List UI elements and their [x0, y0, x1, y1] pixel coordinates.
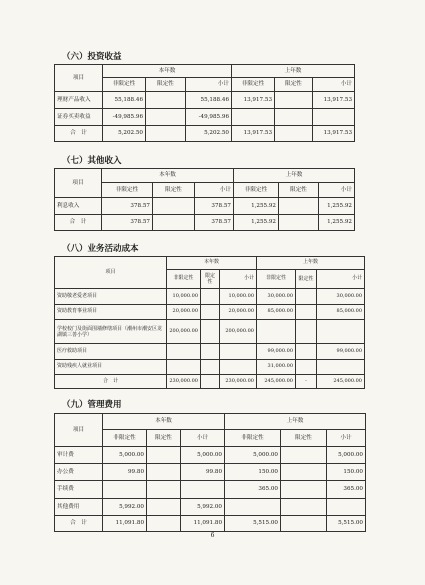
- cell: [327, 499, 366, 516]
- cell: [281, 499, 327, 516]
- table-row: [55, 92, 355, 109]
- page-number: 6: [210, 532, 215, 539]
- subheader: 小计: [186, 78, 232, 92]
- cell: 200,000.00: [220, 320, 257, 344]
- cell: 378.57: [102, 215, 153, 231]
- cell: [296, 360, 317, 375]
- cell: 11,091.80: [103, 516, 147, 532]
- cell: [147, 516, 181, 532]
- cell: [147, 447, 181, 464]
- cell: [296, 289, 317, 305]
- table-row-total: [55, 126, 355, 142]
- cell: [317, 320, 365, 344]
- table-row: [55, 481, 366, 499]
- subheader: 非限定性: [103, 78, 146, 92]
- section-title-business-cost: （八）业务活动成本: [62, 244, 139, 254]
- cell: 5,515.00: [327, 516, 366, 532]
- cell: [167, 344, 201, 360]
- row-label: 合 计: [55, 516, 103, 532]
- cell: 200,000.00: [167, 320, 201, 344]
- cell: [201, 344, 220, 360]
- cell: [103, 481, 147, 499]
- cell: -: [296, 375, 317, 389]
- cell: 365.00: [327, 481, 366, 499]
- cell: [220, 344, 257, 360]
- cell: [317, 360, 365, 375]
- table-row: [55, 109, 355, 126]
- header-prior-year: 上年数: [225, 414, 366, 430]
- subheader: 小计: [220, 270, 257, 289]
- cell: 55,188.46: [103, 92, 146, 109]
- row-label: 手续费: [55, 481, 103, 499]
- cell: 10,000.00: [167, 289, 201, 305]
- cell: [147, 499, 181, 516]
- cell: [147, 481, 181, 499]
- cell: 85,000.00: [257, 305, 296, 320]
- row-label: 资助残疾人就业项目: [55, 360, 167, 375]
- table-row: [55, 198, 355, 215]
- table-row: [55, 464, 366, 481]
- table-row-total: [55, 215, 355, 231]
- business-cost-table: [54, 256, 365, 389]
- subheader: 非限定性: [167, 270, 201, 289]
- cell: -49,985.96: [186, 109, 232, 126]
- cell: 150.00: [327, 464, 366, 481]
- cell: [201, 305, 220, 320]
- table-row: [55, 360, 365, 375]
- cell: 13,917.53: [232, 92, 275, 109]
- table-row: [55, 289, 365, 305]
- header-prior-year: 上年数: [257, 257, 365, 270]
- section-title-admin-expense: （九）管理费用: [62, 400, 122, 410]
- row-label: 医疗救助项目: [55, 344, 167, 360]
- row-label: 办公费: [55, 464, 103, 481]
- cell: 10,000.00: [220, 289, 257, 305]
- subheader: 限定性: [153, 183, 195, 198]
- row-label: 资助敬老爱老项目: [55, 289, 167, 305]
- cell: 11,091.80: [181, 516, 225, 532]
- cell: [296, 320, 317, 344]
- cell: 378.57: [195, 198, 234, 215]
- row-label: 利息收入: [55, 198, 102, 215]
- cell: [296, 305, 317, 320]
- cell: 378.57: [195, 215, 234, 231]
- cell: 30,000.00: [257, 289, 296, 305]
- cell: [257, 320, 296, 344]
- cell: [201, 289, 220, 305]
- cell: 99,000.00: [317, 344, 365, 360]
- subheader: 非限定性: [257, 270, 296, 289]
- cell: [313, 109, 355, 126]
- subheader: 小计: [181, 430, 225, 447]
- cell: [153, 198, 195, 215]
- subheader: 限定性: [296, 270, 317, 289]
- table-row: [55, 447, 366, 464]
- cell: [225, 499, 281, 516]
- cell: [146, 109, 186, 126]
- cell: 85,000.00: [317, 305, 365, 320]
- subheader: 小计: [319, 183, 355, 198]
- cell: 5,515.00: [225, 516, 281, 532]
- cell: 5,000.00: [103, 447, 147, 464]
- cell: [281, 447, 327, 464]
- cell: 230,000.00: [167, 375, 201, 389]
- cell: 5,202.50: [186, 126, 232, 142]
- header-current-year: 本年数: [102, 169, 234, 183]
- cell: [147, 464, 181, 481]
- cell: 99.80: [103, 464, 147, 481]
- row-label: 审计费: [55, 447, 103, 464]
- row-label: 合 计: [55, 375, 167, 389]
- cell: 1,255.92: [319, 215, 355, 231]
- cell: 378.57: [102, 198, 153, 215]
- header-current-year: 本年数: [167, 257, 257, 270]
- header-prior-year: 上年数: [234, 169, 355, 183]
- other-income-table: [54, 168, 355, 231]
- subheader: 限定性: [147, 430, 181, 447]
- cell: [296, 344, 317, 360]
- row-label: 学校校门及街面围墙修缮项目（潮州市潮安区龙湖镇三善小学）: [55, 320, 167, 344]
- subheader: 小计: [317, 270, 365, 289]
- cell: [146, 92, 186, 109]
- subheader: 非限定性: [102, 183, 153, 198]
- header-prior-year: 上年数: [232, 65, 355, 78]
- cell: [275, 109, 313, 126]
- subheader: 非限定性: [225, 430, 281, 447]
- table-row: [55, 344, 365, 360]
- cell: [281, 464, 327, 481]
- section-title-other-income: （七）其他收入: [62, 156, 122, 166]
- cell: 245,000.00: [317, 375, 365, 389]
- subheader: 限定性: [146, 78, 186, 92]
- row-label: 合 计: [55, 215, 102, 231]
- cell: [279, 215, 319, 231]
- subheader: 非限定性: [103, 430, 147, 447]
- cell: 31,000.00: [257, 360, 296, 375]
- cell: [167, 360, 201, 375]
- cell: [201, 320, 220, 344]
- cell: 13,917.53: [313, 126, 355, 142]
- cell: 5,992.00: [181, 499, 225, 516]
- subheader: 限定性: [279, 183, 319, 198]
- table-row: [55, 305, 365, 320]
- cell: 13,917.53: [232, 126, 275, 142]
- table-row: [55, 320, 365, 344]
- subheader: 限定性: [275, 78, 313, 92]
- cell: 1,255.92: [234, 198, 279, 215]
- cell: 365.00: [225, 481, 281, 499]
- investment-income-table: [54, 64, 355, 142]
- cell: 1,255.92: [319, 198, 355, 215]
- header-current-year: 本年数: [103, 414, 225, 430]
- table-row-total: [55, 375, 365, 389]
- header-item: 项目: [55, 257, 167, 289]
- cell: 230,000.00: [220, 375, 257, 389]
- subheader: 非限定性: [234, 183, 279, 198]
- cell: 1,255.92: [234, 215, 279, 231]
- cell: 5,000.00: [327, 447, 366, 464]
- cell: 5,000.00: [225, 447, 281, 464]
- cell: [220, 360, 257, 375]
- subheader: 小计: [195, 183, 234, 198]
- cell: 55,188.46: [186, 92, 232, 109]
- cell: 13,917.53: [313, 92, 355, 109]
- cell: [201, 375, 220, 389]
- cell: [281, 481, 327, 499]
- row-label: 资助教育事业项目: [55, 305, 167, 320]
- subheader: 限定性: [281, 430, 327, 447]
- header-item: 项目: [55, 65, 103, 92]
- subheader: 限定性: [201, 270, 220, 289]
- cell: 99,000.00: [257, 344, 296, 360]
- row-label: 合 计: [55, 126, 103, 142]
- cell: [232, 109, 275, 126]
- cell: 5,202.50: [103, 126, 146, 142]
- subheader: 小计: [313, 78, 355, 92]
- cell: 5,000.00: [181, 447, 225, 464]
- cell: [153, 215, 195, 231]
- cell: [279, 198, 319, 215]
- row-label: 证券买卖收益: [55, 109, 103, 126]
- cell: [275, 92, 313, 109]
- table-row-total: [55, 516, 366, 532]
- subheader: 小计: [327, 430, 366, 447]
- cell: [275, 126, 313, 142]
- cell: [146, 126, 186, 142]
- cell: -49,985.96: [103, 109, 146, 126]
- cell: 20,000.00: [220, 305, 257, 320]
- subheader: 非限定性: [232, 78, 275, 92]
- header-item: 项目: [55, 414, 103, 447]
- admin-expense-table: [54, 413, 366, 532]
- cell: [181, 481, 225, 499]
- cell: 245,000.00: [257, 375, 296, 389]
- cell: 20,000.00: [167, 305, 201, 320]
- cell: 150.00: [225, 464, 281, 481]
- table-row: [55, 499, 366, 516]
- header-item: 项目: [55, 169, 102, 198]
- row-label: 其他费用: [55, 499, 103, 516]
- cell: 5,992.00: [103, 499, 147, 516]
- header-current-year: 本年数: [103, 65, 232, 78]
- cell: [281, 516, 327, 532]
- cell: [201, 360, 220, 375]
- row-label: 理财产品收入: [55, 92, 103, 109]
- cell: 30,000.00: [317, 289, 365, 305]
- section-title-investment-income: （六）投资收益: [62, 52, 122, 62]
- cell: 99.80: [181, 464, 225, 481]
